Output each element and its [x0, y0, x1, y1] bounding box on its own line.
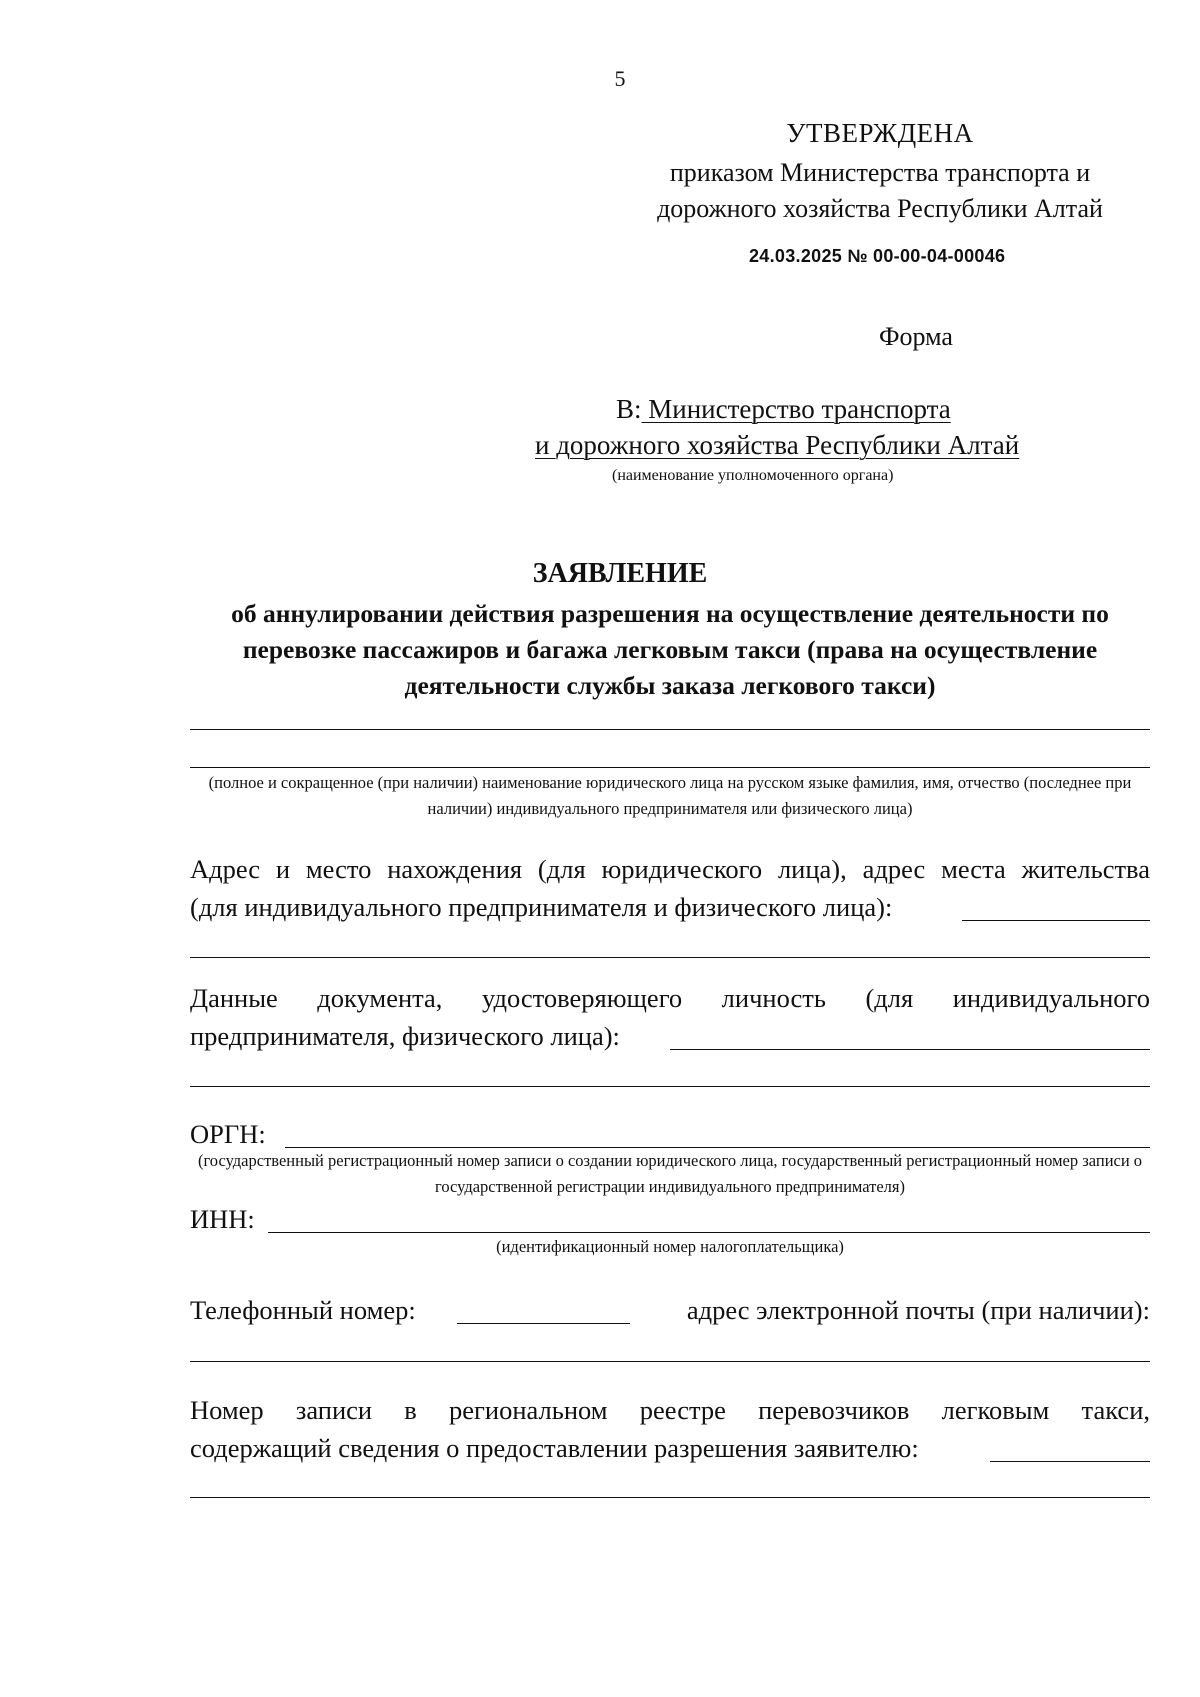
addressee-line2: и дорожного хозяйства Республики Алтай: [535, 430, 1020, 460]
identity-doc-field-inline[interactable]: [670, 1049, 1150, 1050]
addressee-name-part1: Министерство транспорта: [641, 394, 951, 424]
registration-number: 24.03.2025 № 00-00-04-00046: [749, 246, 1006, 266]
identity-doc-field-line[interactable]: [190, 1086, 1150, 1087]
registry-field-line[interactable]: [190, 1497, 1150, 1498]
registry-label-line2: содержащий сведения о предоставлении разрешения заявителю:: [190, 1433, 919, 1463]
registry-field-inline[interactable]: [990, 1461, 1150, 1462]
approval-order-line1: приказом Министерства транспорта и: [669, 158, 1091, 187]
address-field-line[interactable]: [190, 957, 1150, 958]
phone-field[interactable]: [457, 1323, 630, 1324]
inn-label: ИНН:: [190, 1204, 255, 1234]
inn-field[interactable]: [268, 1232, 1150, 1233]
ogrn-label: ОРГН:: [190, 1119, 266, 1149]
applicant-name-hint: (полное и сокращенное (при наличии) наименование юридического лица на русском языке фамилия, имя, отчество (последнее при наличии) индивидуального предпринимателя или физического лица): [208, 773, 1132, 818]
identity-doc-label-line1: Данные документа, удостоверяющего личность (для индивидуального: [190, 983, 1150, 1013]
page-number: 5: [614, 66, 626, 91]
applicant-name-field-line1[interactable]: [190, 729, 1150, 730]
applicant-name-field-line2[interactable]: [190, 767, 1150, 768]
address-label-line1: Адрес и место нахождения (для юридического лица), адрес места жительства: [190, 854, 1150, 884]
form-label: Форма: [879, 322, 953, 351]
addressee-prefix: В:: [616, 394, 642, 424]
ogrn-hint: (государственный регистрационный номер записи о создании юридического лица, государственный регистрационный номер записи о государственной регистрации индивидуального предпринимателя): [197, 1151, 1143, 1196]
address-field-inline[interactable]: [962, 920, 1150, 921]
document-title: ЗАЯВЛЕНИЕ: [532, 558, 708, 589]
addressee-line1: [616, 394, 951, 425]
address-label-line2: (для индивидуального предпринимателя и физического лица):: [190, 892, 893, 922]
email-label: адрес электронной почты (при наличии):: [686, 1295, 1150, 1325]
document-subtitle: об аннулировании действия разрешения на осуществление деятельности по перевозке пассажиров и багажа легковым такси (права на осуществление деятельности службы заказа легкового такси): [231, 599, 1109, 700]
registry-label-line1: Номер записи в региональном реестре перевозчиков легковым такси,: [190, 1395, 1150, 1425]
identity-doc-label-line2: предпринимателя, физического лица):: [190, 1021, 620, 1051]
phone-label: Телефонный номер:: [190, 1295, 416, 1325]
approval-order: [600, 155, 1160, 227]
approval-heading: УТВЕРЖДЕНА: [786, 118, 974, 148]
approval-order-line2: дорожного хозяйства Республики Алтай: [657, 194, 1103, 223]
inn-hint: (идентификационный номер налогоплательщика): [496, 1237, 844, 1256]
email-field[interactable]: [190, 1361, 1150, 1362]
addressee-hint: (наименование уполномоченного органа): [612, 467, 894, 484]
